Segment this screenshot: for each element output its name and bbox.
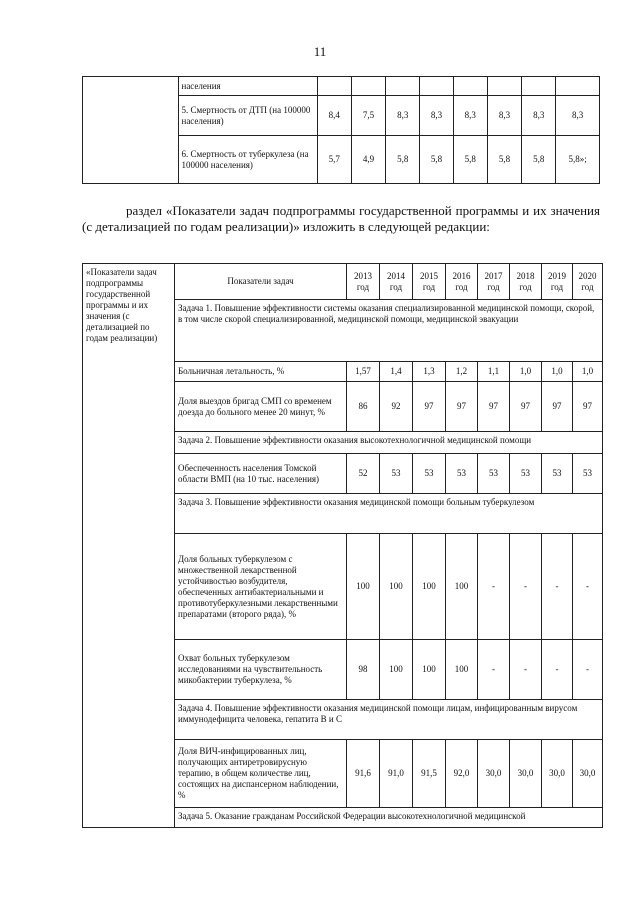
value-cell: 100 (347, 534, 380, 640)
indicator-label: 6. Смертность от туберкулеза (на 100000 населения) (178, 136, 317, 184)
value-cell: 5,8 (522, 136, 556, 184)
value-cell: 91,0 (380, 740, 413, 808)
table-row (83, 77, 600, 96)
column-header-year: 2017 год (478, 264, 510, 300)
value-cell: 100 (446, 640, 478, 700)
value-cell: 86 (347, 382, 380, 432)
value-cell: 100 (380, 640, 413, 700)
value-cell (556, 77, 600, 96)
value-cell: - (510, 534, 542, 640)
value-cell: 1,57 (347, 362, 380, 382)
top-table (82, 76, 600, 184)
column-header-indicators: Показатели задач (175, 264, 347, 300)
indicator-label: Больничная летальность, % (175, 362, 347, 382)
indicator-label: населения (178, 77, 317, 96)
value-cell: 98 (347, 640, 380, 700)
value-cell: 1,3 (413, 362, 446, 382)
indicator-label: Доля больных туберкулезом с множественной лекарственной устойчивостью возбудителя, обеспеченных антибактериальными и противотуберкулезными лекарственными препаратами (второго ряда), % (175, 534, 347, 640)
task-text: Задача 2. Повышение эффективности оказания высокотехнологичной медицинской помощи (175, 432, 603, 454)
value-cell: 8,3 (420, 96, 453, 136)
value-cell: 30,0 (478, 740, 510, 808)
value-cell: 53 (446, 454, 478, 494)
value-cell: 8,3 (556, 96, 600, 136)
header-row (83, 264, 603, 300)
value-cell: 8,3 (453, 96, 487, 136)
value-cell: 97 (510, 382, 542, 432)
column-header-year: 2013 год (347, 264, 380, 300)
value-cell: 100 (380, 534, 413, 640)
value-cell: - (573, 640, 603, 700)
value-cell: 8,3 (487, 96, 521, 136)
column-header-year: 2015 год (413, 264, 446, 300)
value-cell: 97 (573, 382, 603, 432)
value-cell: 100 (413, 534, 446, 640)
value-cell: - (510, 640, 542, 700)
value-cell: 53 (380, 454, 413, 494)
value-cell: 8,4 (317, 96, 351, 136)
value-cell: 53 (542, 454, 573, 494)
value-cell (317, 77, 351, 96)
value-cell: 1,2 (446, 362, 478, 382)
value-cell: 97 (413, 382, 446, 432)
value-cell: 8,3 (386, 96, 420, 136)
indicator-label: Доля ВИЧ-инфицированных лиц, получающих антиретровирусную терапию, в общем количестве лиц, состоящих на диспансерном наблюдении, % (175, 740, 347, 808)
value-cell: - (478, 640, 510, 700)
value-cell: 92,0 (446, 740, 478, 808)
value-cell: 91,5 (413, 740, 446, 808)
value-cell (522, 77, 556, 96)
main-table (82, 263, 603, 828)
value-cell: 100 (413, 640, 446, 700)
paragraph-text: раздел «Показатели задач подпрограммы государственной программы и их значения (с детализацией по годам реализации)» изложить в следующей редакции: (82, 203, 600, 234)
value-cell: 97 (478, 382, 510, 432)
value-cell: 5,8»; (556, 136, 600, 184)
value-cell: 4,9 (351, 136, 385, 184)
column-header-year: 2014 год (380, 264, 413, 300)
value-cell: - (478, 534, 510, 640)
value-cell: - (542, 534, 573, 640)
task-text: Задача 1. Повышение эффективности системы оказания специализированной медицинской помощи, скорой, в том числе скорой специализированной, медицинской помощи, медицинской эвакуации (175, 300, 603, 362)
value-cell: 8,3 (522, 96, 556, 136)
value-cell: 53 (413, 454, 446, 494)
value-cell: 100 (446, 534, 478, 640)
value-cell: 97 (446, 382, 478, 432)
value-cell: 5,7 (317, 136, 351, 184)
body-paragraph (82, 203, 600, 235)
value-cell: 92 (380, 382, 413, 432)
task-text: Задача 5. Оказание гражданам Российской Федерации высокотехнологичной медицинской (175, 808, 603, 828)
value-cell: 1,0 (542, 362, 573, 382)
value-cell: 5,8 (487, 136, 521, 184)
section-lead-cell: «Показатели задач подпрограммы государственной программы и их значения (с детализацией по годам реализации) (83, 264, 175, 828)
value-cell: 1,1 (478, 362, 510, 382)
indicator-label: Обеспеченность населения Томской области ВМП (на 10 тыс. населения) (175, 454, 347, 494)
value-cell (420, 77, 453, 96)
value-cell (386, 77, 420, 96)
value-cell: 5,8 (386, 136, 420, 184)
value-cell: 97 (542, 382, 573, 432)
indicator-label: 5. Смертность от ДТП (на 100000 населения) (178, 96, 317, 136)
value-cell (453, 77, 487, 96)
indicator-label: Доля выездов бригад СМП со временем доезда до больного менее 20 минут, % (175, 382, 347, 432)
value-cell: 5,8 (453, 136, 487, 184)
value-cell: 5,8 (420, 136, 453, 184)
value-cell (351, 77, 385, 96)
indicator-label: Охват больных туберкулезом исследованиями на чувствительность микобактерии туберкулеза, % (175, 640, 347, 700)
value-cell: 1,4 (380, 362, 413, 382)
value-cell: 53 (510, 454, 542, 494)
column-header-year: 2016 год (446, 264, 478, 300)
value-cell: 30,0 (573, 740, 603, 808)
column-header-year: 2018 год (510, 264, 542, 300)
value-cell (487, 77, 521, 96)
task-text: Задача 3. Повышение эффективности оказания медицинской помощи больным туберкулезом (175, 494, 603, 534)
value-cell: 91,6 (347, 740, 380, 808)
value-cell: 53 (478, 454, 510, 494)
value-cell: 1,0 (510, 362, 542, 382)
value-cell: 30,0 (542, 740, 573, 808)
value-cell: 53 (573, 454, 603, 494)
task-text: Задача 4. Повышение эффективности оказания медицинской помощи лицам, инфицированным вирусом иммунодефицита человека, гепатита В и С (175, 700, 603, 740)
page-number: 11 (313, 44, 327, 59)
blank-cell (83, 77, 179, 184)
value-cell: 1,0 (573, 362, 603, 382)
value-cell: 7,5 (351, 96, 385, 136)
value-cell: - (573, 534, 603, 640)
column-header-year: 2019 год (542, 264, 573, 300)
column-header-year: 2020 год (573, 264, 603, 300)
value-cell: - (542, 640, 573, 700)
value-cell: 52 (347, 454, 380, 494)
value-cell: 30,0 (510, 740, 542, 808)
